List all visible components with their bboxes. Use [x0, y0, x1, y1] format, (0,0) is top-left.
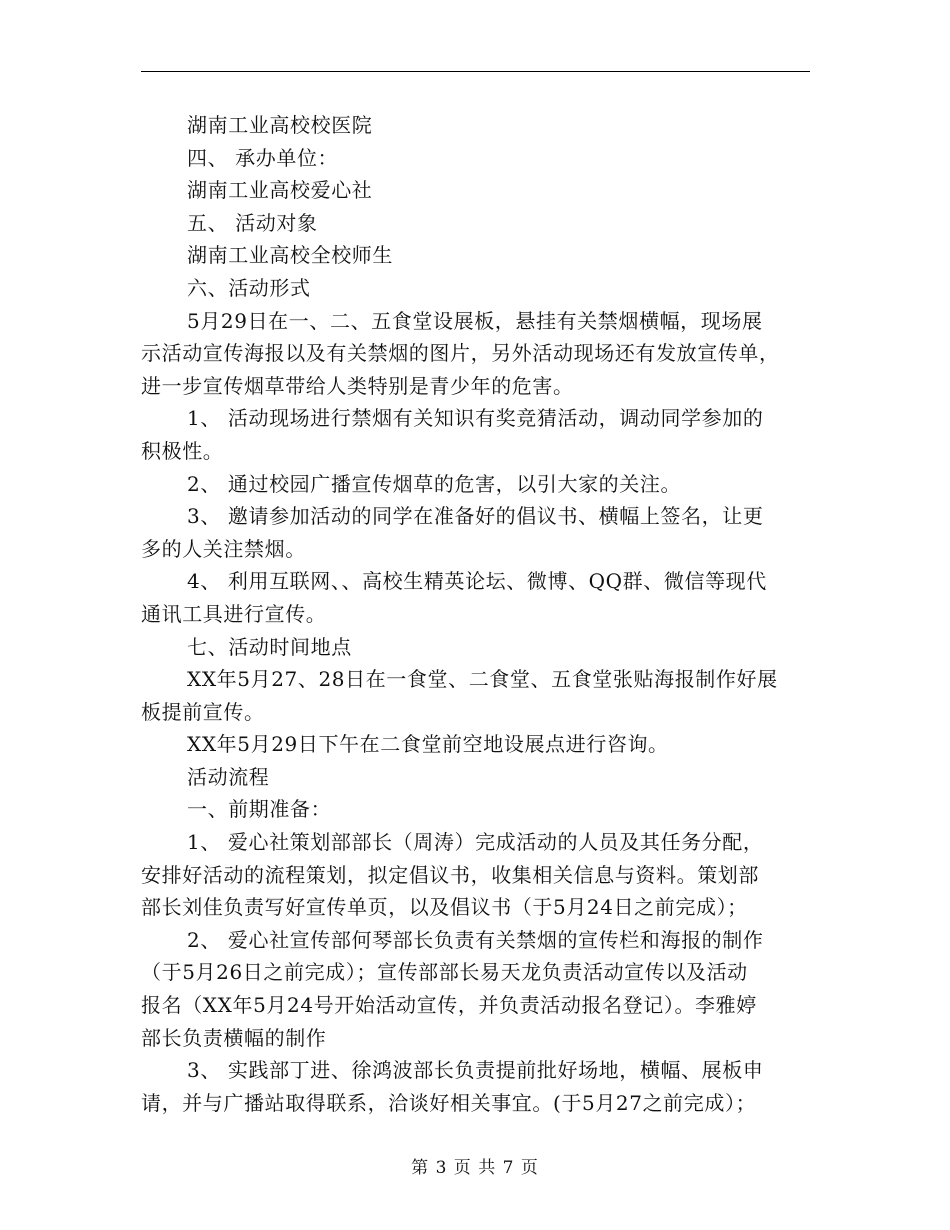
text-line: 多的人关注禁烟。 [141, 536, 306, 561]
text-line: 湖南工业高校全校师生 [187, 243, 393, 268]
text-line: 2、 通过校园广播宣传烟草的危害，以引大家的关注。 [187, 471, 682, 496]
text-line: 湖南工业高校校医院 [187, 113, 373, 137]
text-line: 四、 承办单位： [187, 145, 339, 170]
text-line: 5月29日在一、二、五食堂设展板，悬挂有关禁烟横幅，现场展 [187, 308, 763, 333]
document-body [141, 109, 809, 1119]
text-line: 示活动宣传海报以及有关禁烟的图片，另外活动现场还有发放宣传单， [141, 341, 780, 366]
text-line: XX年5月29日下午在二食堂前空地设展点进行咨询。 [187, 732, 669, 757]
text-line: 1、 爱心社策划部部长（周涛）完成活动的人员及其任务分配， [187, 830, 764, 855]
text-line: 3、 实践部丁进、徐鸿波部长负责提前批好场地，横幅、展板申 [187, 1058, 764, 1083]
text-line: 活动流程 [187, 764, 270, 789]
text-line: 请，并与广播站取得联系，洽谈好相关事宜。(于5月27之前完成）； [141, 1090, 757, 1115]
text-line: 1、 活动现场进行禁烟有关知识有奖竞猜活动，调动同学参加的 [187, 406, 764, 431]
text-line: 通讯工具进行宣传。 [141, 601, 327, 626]
text-line: 六、活动形式 [187, 275, 311, 300]
text-line: 五、 活动对象 [187, 210, 318, 235]
text-line: 部长负责横幅的制作 [141, 1025, 327, 1050]
text-line: 部长刘佳负责写好宣传单页，以及倡议书（于5月24日之前完成）； [141, 895, 748, 920]
text-line: 进一步宣传烟草带给人类特别是青少年的危害。 [141, 373, 574, 398]
text-line: 板提前宣传。 [141, 699, 265, 724]
text-line: （于5月26日之前完成）；宣传部部长易天龙负责活动宣传以及活动 [141, 960, 748, 985]
text-line: 3、 邀请参加活动的同学在准备好的倡议书、横幅上签名，让更 [187, 504, 764, 529]
text-line: 2、 爱心社宣传部何琴部长负责有关禁烟的宣传栏和海报的制作 [187, 927, 764, 952]
text-line: 4、 利用互联网、、高校生精英论坛、微博、QQ群、微信等现代 [187, 569, 767, 594]
page-footer: 第 3 页 共 7 页 [411, 1158, 539, 1178]
text-line: 湖南工业高校爱心社 [187, 178, 373, 203]
text-line: 安排好活动的流程策划，拟定倡议书，收集相关信息与资料。策划部 [141, 862, 759, 887]
text-line: 报名（XX年5月24号开始活动宣传，并负责活动报名登记）。李雅婷 [141, 993, 757, 1018]
text-line: 一、前期准备： [187, 797, 332, 822]
text-line: 积极性。 [141, 438, 224, 463]
header-rule [141, 71, 810, 72]
text-line: XX年5月27、28日在一食堂、二食堂、五食堂张贴海报制作好展 [187, 667, 778, 692]
text-line: 七、活动时间地点 [187, 634, 352, 659]
